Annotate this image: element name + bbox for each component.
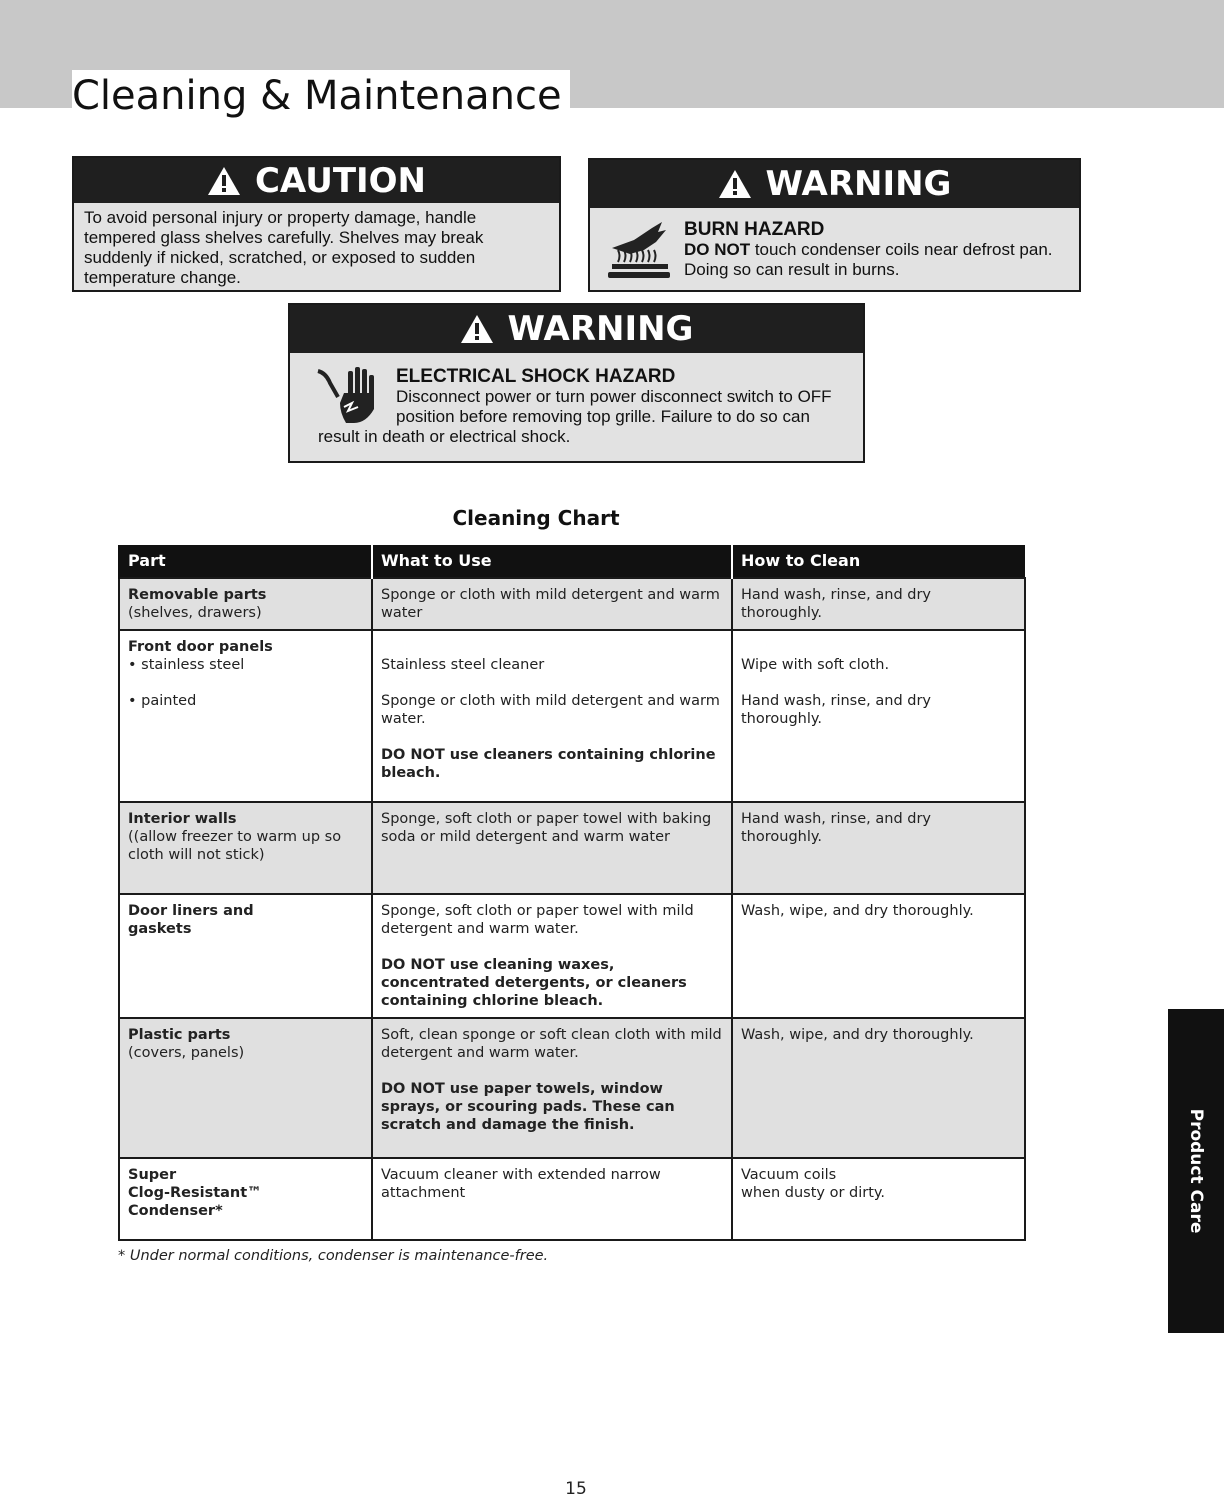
what-to-use-cell: Stainless steel cleaner Sponge or cloth with mild detergent and warm water. DO NOT use cleaners containing chlorine bleach.: [372, 630, 732, 802]
column-header-part: Part: [119, 545, 372, 578]
part-cell: Interior walls ((allow freezer to warm up so cloth will not stick): [119, 802, 372, 894]
burn-hazard-icon: [604, 220, 672, 280]
what-to-use-cell: Soft, clean sponge or soft clean cloth with mild detergent and warm water. DO NOT use paper towels, window sprays, or scouring pads. These can scratch and damage the finish.: [372, 1018, 732, 1158]
warning-triangle-icon: [718, 169, 752, 199]
burn-hazard-line2: Doing so can result in burns.: [684, 260, 900, 279]
how-to-clean-cell: Wipe with soft cloth. Hand wash, rinse, and dry thoroughly.: [732, 630, 1025, 802]
burn-hazard-title: BURN HAZARD: [684, 219, 825, 240]
part-cell: Plastic parts (covers, panels): [119, 1018, 372, 1158]
table-row: [119, 630, 1025, 802]
table-row: [119, 1018, 1025, 1158]
shock-hazard-line3: result in death or electrical shock.: [318, 427, 571, 446]
table-header-row: [119, 545, 1025, 578]
part-cell: Super Clog-Resistant™ Condenser*: [119, 1158, 372, 1240]
electrical-shock-icon: [316, 363, 378, 425]
part-cell: Removable parts (shelves, drawers): [119, 578, 372, 630]
shock-warning-header: [290, 305, 863, 353]
shock-warning-box: [288, 303, 865, 463]
caution-heading: CAUTION: [254, 160, 427, 201]
side-tab-label: Product Care: [1186, 1108, 1206, 1234]
shock-hazard-line2: position before removing top grille. Failure to do so can: [396, 407, 810, 426]
what-to-use-cell: Vacuum cleaner with extended narrow attachment: [372, 1158, 732, 1240]
shock-warning-heading: WARNING: [507, 309, 694, 349]
shock-hazard-title: ELECTRICAL SHOCK HAZARD: [396, 366, 676, 387]
burn-warning-box: [588, 158, 1081, 292]
column-header-how-to-clean: How to Clean: [732, 545, 1025, 578]
shock-hazard-line1: Disconnect power or turn power disconnect switch to OFF: [396, 387, 832, 406]
caution-header: [74, 158, 559, 203]
table-row: [119, 894, 1025, 1018]
header-band-edge: [0, 108, 14, 112]
part-cell: Front door panels • stainless steel • painted: [119, 630, 372, 802]
table-row: [119, 578, 1025, 630]
burn-warning-heading: WARNING: [765, 164, 952, 204]
warning-triangle-icon: [207, 166, 241, 196]
table-row: [119, 1158, 1025, 1240]
what-to-use-cell: Sponge, soft cloth or paper towel with baking soda or mild detergent and warm water: [372, 802, 732, 894]
what-to-use-cell: Sponge or cloth with mild detergent and warm water: [372, 578, 732, 630]
how-to-clean-cell: Wash, wipe, and dry thoroughly.: [732, 894, 1025, 1018]
burn-hazard-line1: DO NOT touch condenser coils near defrost pan.: [684, 240, 1053, 259]
caution-box: [72, 156, 561, 292]
column-header-what-to-use: What to Use: [372, 545, 732, 578]
how-to-clean-cell: Wash, wipe, and dry thoroughly.: [732, 1018, 1025, 1158]
how-to-clean-cell: Hand wash, rinse, and dry thoroughly.: [732, 578, 1025, 630]
cleaning-chart-table: [118, 545, 1026, 1241]
cleaning-chart-title: Cleaning Chart: [452, 506, 620, 530]
burn-warning-header: [590, 160, 1079, 208]
how-to-clean-cell: Vacuum coils when dusty or dirty.: [732, 1158, 1025, 1240]
what-to-use-cell: Sponge, soft cloth or paper towel with mild detergent and warm water. DO NOT use cleaning waxes, concentrated detergents, or cleaners containing chlorine bleach.: [372, 894, 732, 1018]
part-cell: Door liners and gaskets: [119, 894, 372, 1018]
footnote: * Under normal conditions, condenser is maintenance-free.: [118, 1248, 549, 1264]
page-title: Cleaning & Maintenance: [72, 70, 570, 122]
caution-text: To avoid personal injury or property damage, handle tempered glass shelves carefully. Shelves may break suddenly if nicked, scratched, or exposed to sudden temperature change.: [84, 208, 484, 287]
table-row: [119, 802, 1025, 894]
page-number: 15: [565, 1479, 587, 1499]
how-to-clean-cell: Hand wash, rinse, and dry thoroughly.: [732, 802, 1025, 894]
warning-triangle-icon: [460, 314, 494, 344]
